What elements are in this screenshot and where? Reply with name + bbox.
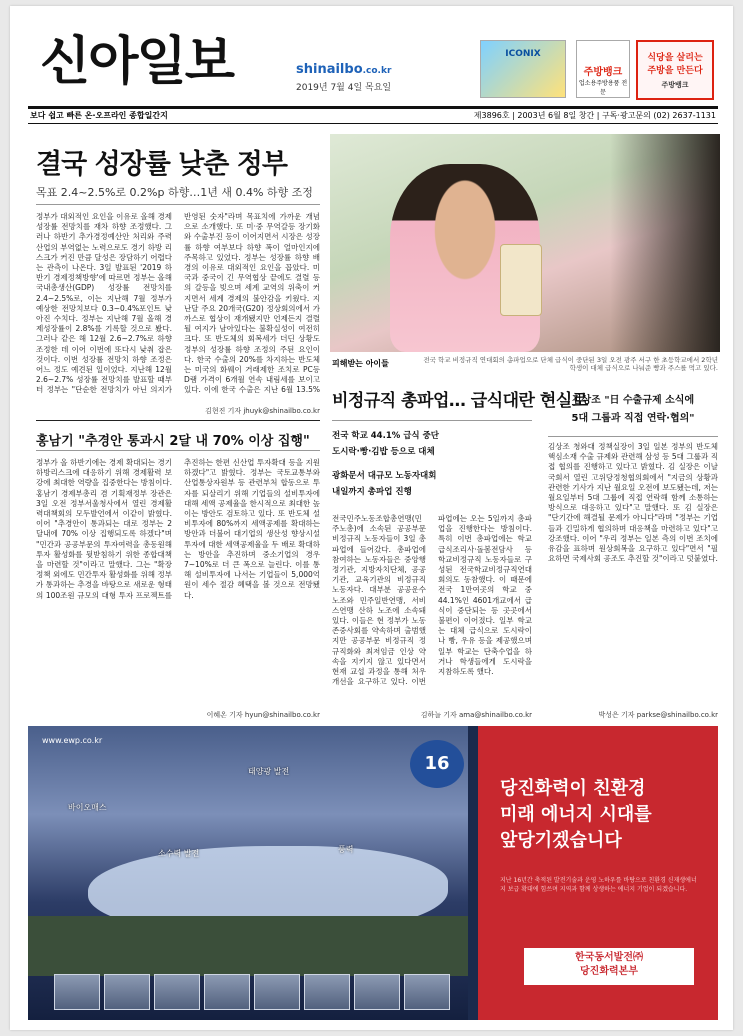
- divider: [36, 204, 320, 205]
- ad-title-3: 앞당기겠습니다: [500, 830, 622, 851]
- deck-line: 내일까지 총파업 진행: [332, 487, 412, 497]
- ad-corp-1: 한국동서발전㈜: [575, 952, 643, 963]
- divider: [548, 436, 718, 437]
- ad-land: [28, 916, 468, 976]
- side-body: 김상조 청와대 정책실장이 3일 일본 정부의 반도체 핵심소재 수출 규제와 관련해 삼성 등 5대 그룹과 직접 협의를 진행하고 있다고 밝혔다. 김 실장은 이날 국회서 열린 고위당정청협의회에서 "지금의 상황과 관련한 기사가 지난 월요일 오전에 보도됐는데, 저는 월요일부터 5대 그룹에 직접 연락해 함께 소통하는 방식으로 대응하고 있다"고 말했다. 또 김 실장은 "단기간에 해결될 문제가 아니다"라며 "정부는 기업들과 긴밀하게 협의하며 대응책을 마련하고 있다"고 강조했다. 이어 "우리 정부는 일본 측의 이번 조치에 유감을 표하며 원상회복을 요구하고 있다"면서 "필요하면 국제사회 공조도 추진할 것"이라고 덧붙였다.: [548, 442, 718, 564]
- site-domain[interactable]: [296, 62, 391, 77]
- second-headline[interactable]: 홍남기 "추경안 통과시 2달 내 70% 이상 집행": [36, 434, 310, 449]
- ad-thumb: [354, 974, 400, 1010]
- strike-body-lead: [462, 430, 532, 510]
- site-suffix: .co.kr: [362, 66, 392, 76]
- divider: [36, 450, 320, 451]
- ad-label-solar: 태양광 발전: [248, 767, 290, 776]
- ad-ewp-dangjin[interactable]: [28, 726, 718, 1020]
- second-byline: 이혜온 기자 hyun@shinailbo.co.kr: [206, 711, 320, 719]
- deck-line: 전국 학교 44.1% 급식 중단: [332, 431, 440, 441]
- divider: [332, 420, 532, 421]
- strike-body: 전국민주노동조합총연맹(민주노총)에 소속된 공공부문 비정규직 노동자들이 3일 총파업에 들어갔다. 총파업에 참여하는 노동자들은 중앙행정기관, 지방자치단체, 공공기관, 교육기관의 비정규직 노동자다. 대부분 공공운수노조와 민주일반연맹, 서비스연맹 산하 노조에 소속돼 있다. 이들은 현 정부가 노동존중사회를 약속하며 출범했지만 공공부문 비정규직 정규직화와 최저임금 인상 약속을 지키지 않고 있다면서 현재 교섭 과정을 통해 처우 개선을 요구하고 있다. 이번 파업에는 오는 5일까지 총파업을 진행한다는 방침이다. 특히 이번 총파업에는 학교 급식조리사·돌봄전담사 등 학교비정규직 노동자들로 구성된 전국학교비정규직연대회의도 동참했다. 이 때문에 전국 1만여곳의 학교 중 44.1%인 4601개교에서 급식이 중단되는 등 곳곳에서 불편이 이어졌다. 일부 학교는 대체 급식으로 도시락이나 빵, 우유 등을 제공했으며 일부 학교는 단축수업을 하거나 학생들에게 도시락을 지참하도록 했다.: [332, 514, 532, 687]
- site-name: shinailbo: [296, 62, 363, 77]
- ad-label-wind: 풍력: [338, 845, 354, 854]
- ad-thumb: [104, 974, 150, 1010]
- side-headline-2: 5대 그룹과 직접 연락·협의": [571, 413, 695, 424]
- deck-line: 도시락·빵·김밥 등으로 대체: [332, 447, 435, 457]
- ad-label-bio: 바이오매스: [68, 803, 107, 812]
- newspaper-page: [10, 6, 733, 1030]
- strip-issue-info: 제3896호 | 2003년 6월 8일 창간 | 구독·광고문의 (02) 2637-1131: [473, 111, 716, 120]
- ad-thumb: [304, 974, 350, 1010]
- ad-anniversary-badge: 16: [410, 740, 464, 788]
- photo-shadow: [610, 134, 720, 352]
- ad-text-panel: [478, 726, 718, 1020]
- ad-right-line2: 주방을 만든다: [647, 66, 703, 76]
- strike-headline[interactable]: 비정규직 총파업… 급식대란 현실로: [332, 391, 588, 411]
- newspaper-logo: 신아일보: [40, 32, 233, 92]
- ad-corp-2: 당진화력본부: [580, 966, 638, 977]
- second-body: 정부가 올 하반기에는 경제 확대되는 경기 하방리스크에 대응하기 위해 경제활력 보강에 최대한 역량을 집중한다는 방침이다. 홍남기 경제부총리 겸 기획재정부 장관은 3일 오전 정부서울청사에서 열린 경제활력대책회의 모두발언에서 이같이 밝혔다. 이어 "추경안이 통과되는 대로 정부는 2달내에 70% 이상 집행되도록 하겠다"며 "민간과 공공부문의 투자여력을 총동원해 투자 활성화를 뒷받침하기 위한 종합대책을 마련할 것"이라고 말했다. 그는 "확장정책 외에도 민간투자 활성화를 위해 정부가 통과하는 추경을 바탕으로 새로운 형태의 100조원 규모의 대형 투자 프로젝트를 추진하는 한편 신산업 투자확대 등을 지원하겠다"고 밝혔다. 정부는 국토교통부와 산업통상자원부 등 관련부처 합동으로 투자를 되살리기 위해 기업들의 설비투자에 대해 세액 공제율을 한시적으로 최대한 높이는 방안도 검토하고 있다. 또 반도체 설비투자에 80%까지 세액공제를 확대하는 방안과 더불어 대기업의 생산성 향상시설 투자에 대한 세액공제율을 두 배로 확대하는 방안을 추진하며 중소기업의 경우 7~10%로 더 큰 폭으로 늘린다. 이를 통해 설비투자에 나서는 기업들이 5,000억원이 세수 절감 혜택을 볼 것으로 전망됐다.: [36, 458, 320, 600]
- lead-byline: 김현진 기자 jhuyk@shinailbo.co.kr: [205, 407, 320, 415]
- ad-kitchenbank[interactable]: [636, 40, 714, 100]
- ad-iconix-label: ICONIX: [505, 49, 541, 59]
- photo-cup: [500, 244, 542, 316]
- ad-body: 지난 16년간 축적된 발전기술과 운영 노하우를 바탕으로 친환경 신재생에너지 보급 확대에 힘쓰며 지역과 함께 상생하는 에너지 기업이 되겠습니다.: [500, 877, 697, 893]
- news-photo[interactable]: [330, 134, 720, 352]
- ad-thumb: [254, 974, 300, 1010]
- ad-scene: [28, 726, 468, 1020]
- ad-thumb: [204, 974, 250, 1010]
- ad-thumb: [54, 974, 100, 1010]
- ad-kitchenbank-small[interactable]: [576, 40, 630, 98]
- strike-byline: 김하늘 기자 ama@shinailbo.co.kr: [420, 711, 532, 719]
- ad-corp-logo: [524, 948, 694, 985]
- masthead: [28, 26, 718, 98]
- lead-headline[interactable]: 결국 성장률 낮춘 정부: [36, 149, 287, 180]
- ad-label-hydro: 소수력 발전: [158, 849, 200, 858]
- ad-thumb: [404, 974, 450, 1010]
- photo-caption-label: 피해받는 아이들: [332, 359, 389, 368]
- ad-title: [500, 776, 652, 854]
- deck-line: 광화문서 대규모 노동자대회: [332, 471, 437, 481]
- ad-mid-title: 주방뱅크: [583, 67, 623, 78]
- lead-body: 정부가 대외적인 요인을 이유로 올해 경제성장률 전망치를 재차 하향 조정했다. 그러나 하반기 추가경정예산안 처리와 주력산업의 부역없는 노력으로도 경기 하방 리스크가 커진 만큼 달성은 장담하기 어렵다는 관측이 나온다. 3일 발표된 '2019 하반기 경제정책방향'에 따르면 정부는 올해 국내총생산(GDP) 성장률 전망치를 2.4~2.5%로, 이는 지난해 7월 정부가 예상한 전망치보다 0.3~0.4%포인트 낮아진 수치다. 정부는 지난해 7월 올해 경제성장률이 2.8%를 기록할 것으로 봤다. 그러나 같은 해 12월 2.6~2.7%로 하향 조정한 데 이어 이번에 또다시 낮춰 잡은 것이다. 이번 성장률 전망치 하향 조정은 어느 정도 예견된 일이었다. 지난해 12월 2.6~2.7% 성장률 전망치를 발표할 때부터 정부는 "단순한 전망치가 아닌 의지가 반영된 숫자"라며 목표치에 가까운 개념으로 소개했다. 또 미·중 무역갈등 장기화와 수출부진 등이 이어지면서 시장은 성장률 하향 여부보다 하향 폭이 얼마인지에 주목하고 있었다. 정부는 성장률 하향 배경의 이유로 대외적인 요인을 꼽았다. 미국과 중국이 긴 무역협상 끝에도 결렬 등의 갈등을 빚으며 세계 교역의 위축이 커지면서 세계 경제의 불안감을 키웠다. 지난달 주요 20개국(G20) 정상회의에서 가까스로 협상이 재개됐지만 언제든지 결렬될 여지가 남아있다는 불확실성이 여전히 크다. 또 반도체의 회복세가 더딘 상황도 정부의 성장률 하향 조정의 주된 요인이다. 한국 수출의 20%를 차지하는 반도체는 미국의 화웨이 거래제한 조치로 PC등 D램 가격이 6개월 연속 내림세를 보이고 있다. 이에 한국 수출은 지난 6월 13.5%: [36, 212, 320, 395]
- strike-deck: [332, 428, 452, 500]
- ad-thumb: [154, 974, 200, 1010]
- ad-title-2: 미래 에너지 시대를: [500, 804, 652, 825]
- strip-slogan: 보다 쉽고 빠른 온·오프라인 종합일간지: [30, 111, 168, 120]
- lead-subhead: 목표 2.4~2.5%로 0.2%p 하향…1년 새 0.4% 하향 조정: [36, 186, 313, 199]
- ad-thumbnails: [54, 974, 464, 1010]
- issue-date: 2019년 7월 4일 목요일: [296, 83, 392, 93]
- info-strip: [28, 106, 718, 124]
- ad-title-1: 당진화력이 친환경: [500, 778, 646, 799]
- ad-iconix[interactable]: [480, 40, 566, 98]
- ad-right-line1: 식당을 살리는: [647, 53, 703, 63]
- divider: [36, 420, 320, 421]
- side-headline-1: 김상조 "日 수출규제 소식에: [571, 395, 695, 406]
- side-byline: 박성은 기자 parkse@shinailbo.co.kr: [598, 711, 718, 719]
- photo-caption: 전국 학교 비정규직 연대회의 총파업으로 단체 급식이 중단된 3일 오전 광주 서구 한 초등학교에서 2학년 학생이 대체 급식으로 나눠준 빵과 주스를 먹고 있다.: [423, 356, 718, 372]
- ad-right-brand: 주방뱅크: [661, 81, 689, 89]
- ad-url[interactable]: www.ewp.co.kr: [42, 736, 103, 745]
- side-headline[interactable]: [548, 392, 718, 428]
- ad-mid-sub: 업소용주방용품 전문: [578, 80, 628, 96]
